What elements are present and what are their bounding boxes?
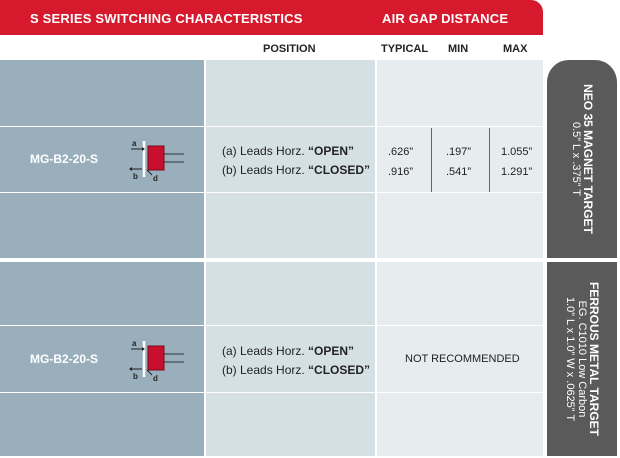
position-column-header: POSITION — [263, 43, 316, 55]
label-a: a — [132, 139, 137, 148]
target-title: FERROUS METAL TARGET — [587, 282, 601, 436]
max-open-value: 1.055” — [501, 146, 533, 158]
row-divider — [0, 325, 543, 326]
position-list — [222, 142, 370, 180]
table-header-bar — [0, 0, 543, 35]
position-open: (a) Leads Horz. “OPEN” — [222, 344, 355, 358]
typical-closed-value: .916” — [388, 166, 414, 178]
column-separator — [431, 128, 432, 192]
ferrous-target-label — [547, 262, 617, 456]
typical-open-value: .626” — [388, 146, 414, 158]
min-closed-value: .541” — [446, 166, 472, 178]
column-separator — [489, 128, 490, 192]
position-closed: (b) Leads Horz. “CLOSED” — [222, 163, 371, 177]
target-dimensions: 1.0” L x 1.0” W x .0625” T — [564, 296, 576, 422]
air-gap-distance-title: AIR GAP DISTANCE — [382, 11, 509, 26]
max-closed-value: 1.291” — [501, 166, 533, 178]
row-divider — [0, 126, 543, 127]
label-b: b — [133, 172, 138, 181]
position-open: (a) Leads Horz. “OPEN” — [222, 144, 355, 158]
magnet-target-label — [547, 60, 617, 258]
not-recommended-note: NOT RECOMMENDED — [405, 353, 520, 365]
min-open-value: .197” — [446, 146, 472, 158]
label-a: a — [132, 339, 137, 348]
switching-characteristics-title: S SERIES SWITCHING CHARACTERISTICS — [30, 11, 303, 26]
position-list — [222, 342, 370, 380]
model-number: MG-B2-20-S — [30, 352, 99, 366]
row-divider — [0, 392, 543, 393]
typical-column-header: TYPICAL — [381, 43, 429, 55]
label-d: d — [153, 374, 158, 381]
label-d: d — [153, 174, 158, 181]
min-column-header: MIN — [448, 43, 469, 55]
target-dimensions: 0.5” L x .375” T — [570, 122, 582, 196]
row-divider — [0, 192, 543, 193]
max-column-header: MAX — [503, 43, 528, 55]
model-number: MG-B2-20-S — [30, 152, 99, 166]
values-cell — [377, 60, 543, 258]
target-title: NEO 35 MAGNET TARGET — [581, 84, 595, 234]
switch-diagram-icon — [128, 337, 186, 381]
target-material: EG. C1010 Low Carbon — [576, 300, 588, 418]
switch-diagram-icon — [128, 137, 186, 181]
position-closed: (b) Leads Horz. “CLOSED” — [222, 363, 371, 377]
label-b: b — [133, 372, 138, 381]
